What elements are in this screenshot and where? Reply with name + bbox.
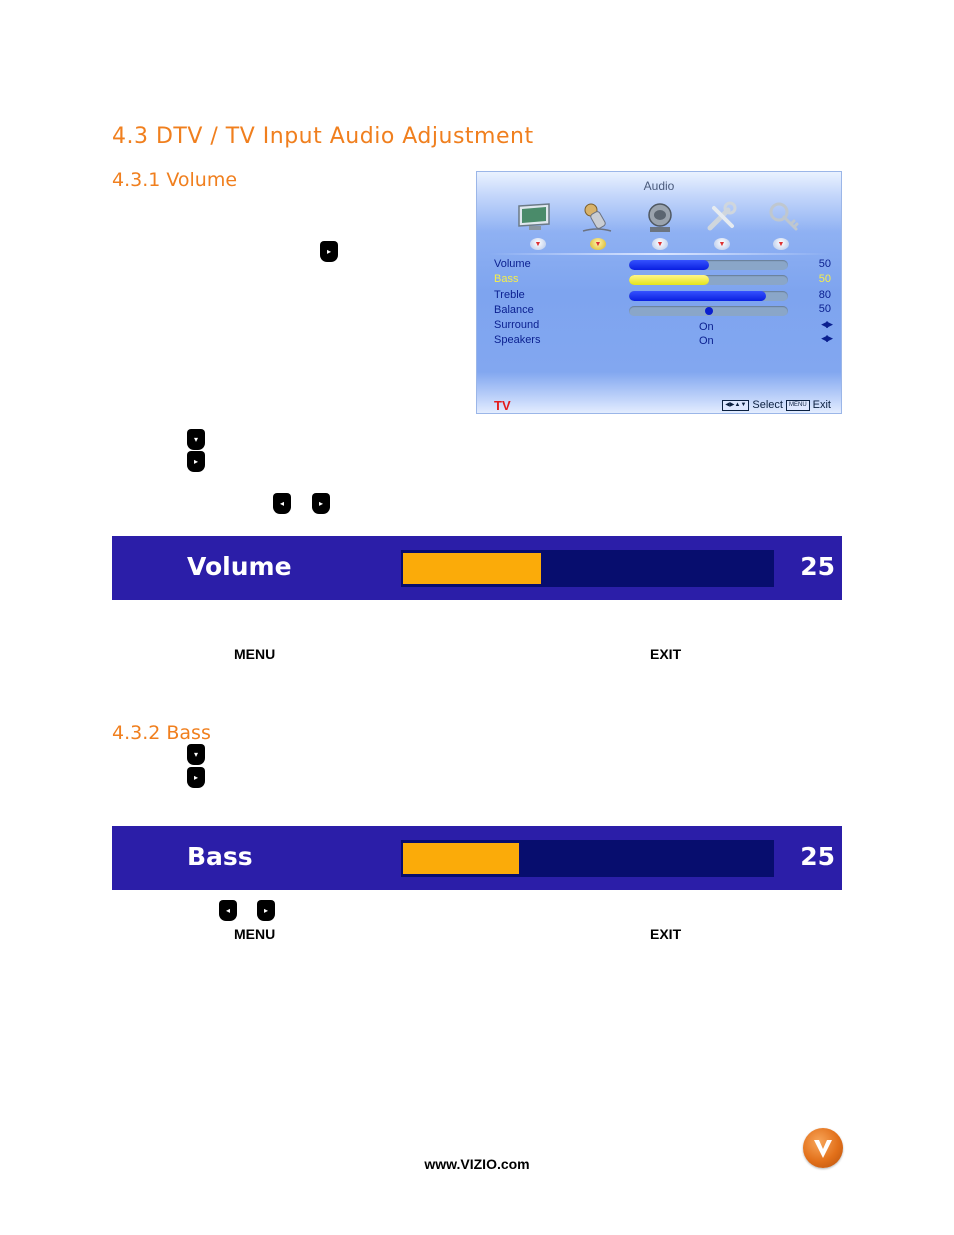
- volume-bar-value: 25: [800, 552, 835, 581]
- volume-osd-bar: [112, 536, 842, 600]
- osd-row-surround-label[interactable]: Surround: [494, 319, 540, 331]
- tab-arrow-icon-active: ▼: [590, 238, 606, 250]
- tab-arrow-icon: ▼: [773, 238, 789, 250]
- left-right-arrows-icon: ◀▶: [821, 319, 831, 329]
- hint-select: Select: [752, 399, 783, 411]
- osd-hint-bar: [722, 399, 831, 411]
- osd-row-bass-value: 50: [818, 273, 831, 285]
- tab-arrow-icon: ▼: [530, 238, 546, 250]
- right-arrow-key-icon: ▸: [187, 767, 205, 788]
- right-arrow-key-icon: ▸: [257, 900, 275, 921]
- volume-bar-label: Volume: [187, 552, 292, 581]
- osd-row-volume-label[interactable]: Volume: [494, 258, 531, 270]
- right-arrow-key-icon: ▸: [320, 241, 338, 262]
- volume-bar-fill: [403, 553, 541, 584]
- volume-bar-track: [401, 550, 774, 587]
- osd-row-bass-label[interactable]: Bass: [494, 273, 519, 285]
- section-heading: 4.3 DTV / TV Input Audio Adjustment: [112, 124, 534, 149]
- exit-keyword: EXIT: [650, 646, 682, 662]
- hint-exit: Exit: [812, 399, 831, 411]
- left-arrow-key-icon: ◂: [219, 900, 237, 921]
- osd-volume-track: [629, 260, 788, 270]
- osd-input-label: TV: [494, 398, 511, 413]
- osd-balance-track: [629, 306, 788, 316]
- bass-osd-bar: [112, 826, 842, 890]
- left-arrow-key-icon: ◂: [273, 493, 291, 514]
- tv-icon: [640, 200, 680, 234]
- menu-keyword: MENU: [234, 926, 276, 942]
- osd-row-treble-label[interactable]: Treble: [494, 289, 525, 301]
- osd-bass-fill: [629, 275, 709, 285]
- osd-treble-track: [629, 291, 788, 301]
- right-arrow-key-icon: ▸: [187, 451, 205, 472]
- osd-row-speakers-value: On: [699, 335, 714, 347]
- osd-divider: [489, 253, 831, 255]
- osd-row-treble-value: 80: [818, 289, 831, 301]
- bass-bar-value: 25: [800, 842, 835, 871]
- osd-row-surround-value: On: [699, 321, 714, 333]
- bass-bar-label: Bass: [187, 842, 253, 871]
- osd-row-balance-value: 50: [818, 303, 831, 315]
- osd-balance-knob: [705, 307, 713, 315]
- osd-title: Audio: [643, 179, 675, 193]
- bass-bar-track: [401, 840, 774, 877]
- tab-arrow-icon: ▼: [714, 238, 730, 250]
- osd-row-speakers-label[interactable]: Speakers: [494, 334, 541, 346]
- bass-bar-fill: [403, 843, 519, 874]
- down-arrow-key-icon: ▾: [187, 744, 205, 765]
- audio-menu-screenshot: [476, 171, 842, 414]
- vizio-logo-icon: [803, 1128, 843, 1168]
- footer-url[interactable]: www.VIZIO.com: [424, 1156, 530, 1172]
- picture-icon: [515, 200, 555, 234]
- menu-keyword: MENU: [234, 646, 276, 662]
- menu-key-icon: MENU: [786, 400, 810, 411]
- bass-heading: 4.3.2 Bass: [112, 722, 211, 744]
- audio-icon: [577, 200, 617, 234]
- osd-volume-fill: [629, 260, 709, 270]
- osd-bass-track: [629, 275, 788, 285]
- parental-icon: [763, 200, 803, 234]
- exit-keyword: EXIT: [650, 926, 682, 942]
- osd-row-balance-label[interactable]: Balance: [494, 304, 534, 316]
- arrow-keys-icon: ◀▶▲▼: [722, 400, 749, 411]
- setup-icon: [702, 200, 742, 234]
- volume-heading: 4.3.1 Volume: [112, 169, 238, 191]
- left-right-arrows-icon: ◀▶: [821, 333, 831, 343]
- down-arrow-key-icon: ▾: [187, 429, 205, 450]
- tab-arrow-icon: ▼: [652, 238, 668, 250]
- right-arrow-key-icon: ▸: [312, 493, 330, 514]
- osd-treble-fill: [629, 291, 766, 301]
- osd-row-volume-value: 50: [818, 258, 831, 270]
